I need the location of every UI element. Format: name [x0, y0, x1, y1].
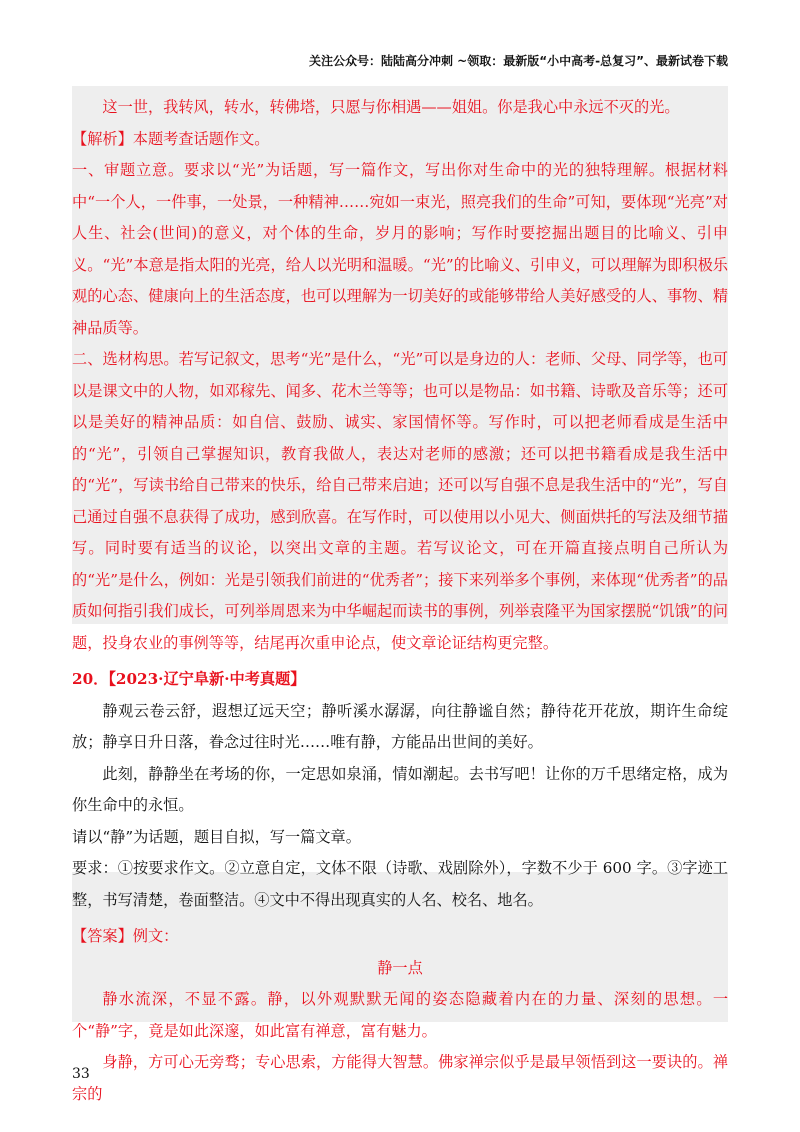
question-requirements: 要求：①按要求作文。②立意自定，文体不限（诗歌、戏剧除外），字数不少于 600 字。③字迹工整，书写清楚，卷面整洁。④文中不得出现真实的人名、校名、地名。: [72, 859, 728, 909]
analysis-point-1: 一、审题立意。要求以“光”为话题，写一篇作文，写出你对生命中的光的独特理解。根据材料中“一个人，一件事，一处景，一种精神……宛如一束光，照亮我们的生命”可知，要体现“光亮”对人生、社会(世间)的意义，对个体的生命，岁月的影响；写作时要挖掘出题目的比喻义、引申义。“光”本意是指太阳的光亮，给人以光明和温暖。“光”的比喻义、引申义，可以理解为即积极乐观的心态、健康向上的生活态度，也可以理解为一切美好的或能够带给人美好感受的人、事物、精神品质等。: [72, 161, 728, 337]
answer-intro: 例文：: [132, 927, 179, 945]
question-number: 20．: [72, 670, 109, 688]
page-header: 关注公众号：陆陆高分冲刺 ~领取：最新版“小中高考-总复习”、最新试卷下载: [309, 54, 728, 68]
essay-closing-line: 这一世，我转风，转水，转佛塔，只愿与你相遇——姐姐。你是我心中永远不灭的光。: [102, 98, 680, 116]
answer-label: 【答案】: [72, 927, 133, 945]
question-material-2: 此刻，静静坐在考场的你，一定思如泉涌，情如潮起。去书写吧！让你的万千思绪定格，成为你生命中的永恒。: [72, 764, 728, 814]
analysis-label: 【解析】: [72, 129, 133, 148]
question-20-heading: [72, 664, 728, 696]
question-material-1: 静观云卷云舒，遐想辽远天空；静听溪水潺潺，向往静谧自然；静待花开花放，期许生命绽放；静享日升日落，眷念过往时光……唯有静，方能品出世间的美好。: [72, 701, 728, 751]
question-prompt: 请以“静”为话题，题目自拟，写一篇文章。: [72, 827, 361, 846]
essay-title: 静一点: [377, 958, 423, 977]
essay-paragraph-1: 静水流深，不显不露。静，以外观默默无闻的姿态隐藏着内在的力量、深刻的思想。一个“静”字，竟是如此深邃，如此富有禅意，富有魅力。: [72, 990, 728, 1040]
analysis-heading: [72, 124, 728, 156]
essay-paragraph-2: 身静，方可心无旁骛；专心思索，方能得大智慧。佛家禅宗似乎是最早领悟到这一要诀的。禅宗的: [72, 1053, 728, 1103]
question-source: 【2023·辽宁阜新·中考真题】: [108, 670, 306, 688]
page-content: [72, 92, 728, 1110]
answer-heading: [72, 921, 728, 953]
page-number: 33: [72, 1066, 90, 1082]
analysis-intro: 本题考查话题作文。: [132, 129, 270, 148]
analysis-point-2: 二、选材构思。若写记叙文，思考“光”是什么，“光”可以是身边的人：老师、父母、同学等，也可以是课文中的人物，如邓稼先、闻多、花木兰等等；也可以是物品：如书籍、诗歌及音乐等；还可以是美好的精神品质：如自信、鼓励、诚实、家国情怀等。写作时，可以把老师看成是生活中的“光”，引领自己掌握知识，教育我做人，表达对老师的感激；还可以把书籍看成是我生活中的“光”，写读书给自己带来的快乐，给自己带来启迪；还可以写自强不息是我生活中的“光”，写自己通过自强不息获得了成功，感到欣喜。在写作时，可以使用以小见大、侧面烘托的写法及细节描写。同时要有适当的议论，以突出文章的主题。若写议论文，可在开篇直接点明自己所认为的“光”是什么，例如：光是引领我们前进的“优秀者”；接下来列举多个事例，来体现“优秀者”的品质如何指引我们成长，可列举周恩来为中华崛起而读书的事例，列举袁隆平为国家摆脱“饥饿”的问题，投身农业的事例等等，结尾再次重申论点，使文章论证结构更完整。: [72, 350, 728, 652]
